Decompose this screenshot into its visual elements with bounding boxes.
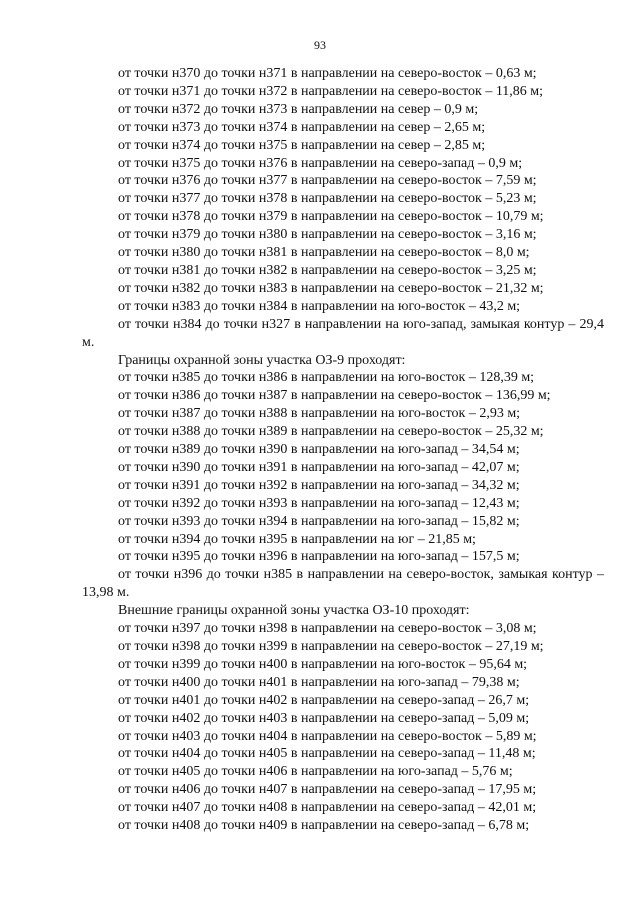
section-heading-oz9: Границы охранной зоны участка ОЗ-9 проходят: [118, 352, 406, 368]
boundary-line: от точки н385 до точки н386 в направлении на юго-восток – 128,39 м; [118, 370, 535, 386]
section-heading-oz10: Внешние границы охранной зоны участка ОЗ-10 проходят: [118, 603, 470, 619]
boundary-line: от точки н377 до точки н378 в направлении на северо-восток – 5,23 м; [118, 191, 537, 207]
boundary-line: от точки н389 до точки н390 в направлении на юго-запад – 34,54 м; [118, 442, 520, 458]
boundary-line: от точки н392 до точки н393 в направлении на юго-запад – 12,43 м; [118, 495, 520, 511]
boundary-line: от точки н395 до точки н396 в направлении на юго-запад – 157,5 м; [118, 549, 520, 565]
boundary-line: от точки н408 до точки н409 в направлении на северо-запад – 6,78 м; [118, 818, 530, 834]
boundary-line: от точки н399 до точки н400 в направлении на юго-восток – 95,64 м; [118, 656, 528, 672]
boundary-line: от точки н375 до точки н376 в направлении на северо-запад – 0,9 м; [118, 155, 523, 171]
boundary-list-oz10 [82, 620, 604, 835]
boundary-line: от точки н390 до точки н391 в направлении на юго-запад – 42,07 м; [118, 459, 520, 475]
boundary-list-a [82, 65, 604, 316]
boundary-line: от точки н371 до точки н372 в направлении на северо-восток – 11,86 м; [118, 83, 544, 99]
boundary-line: от точки н394 до точки н395 в направлении на юг – 21,85 м; [118, 531, 476, 547]
closing-line-a: от точки н384 до точки н327 в направлении на юго-запад, замыкая контур – 29,4 м. [82, 316, 604, 350]
boundary-line: от точки н401 до точки н402 в направлении на северо-запад – 26,7 м; [118, 692, 530, 708]
boundary-line: от точки н383 до точки н384 в направлении на юго-восток – 43,2 м; [118, 298, 521, 314]
boundary-line: от точки н376 до точки н377 в направлении на северо-восток – 7,59 м; [118, 173, 537, 189]
boundary-line: от точки н400 до точки н401 в направлении на юго-запад – 79,38 м; [118, 674, 520, 690]
boundary-line: от точки н381 до точки н382 в направлении на северо-восток – 3,25 м; [118, 262, 537, 278]
boundary-line: от точки н386 до точки н387 в направлении на северо-восток – 136,99 м; [118, 388, 551, 404]
boundary-line: от точки н405 до точки н406 в направлении на юго-запад – 5,76 м; [118, 764, 513, 780]
boundary-line: от точки н382 до точки н383 в направлении на северо-восток – 21,32 м; [118, 280, 544, 296]
page-number: 93 [314, 38, 326, 52]
boundary-line: от точки н397 до точки н398 в направлении на северо-восток – 3,08 м; [118, 621, 537, 637]
boundary-list-oz9 [82, 369, 604, 566]
boundary-line: от точки н373 до точки н374 в направлении на север – 2,65 м; [118, 119, 486, 135]
closing-line-oz9: от точки н396 до точки н385 в направлении на северо-восток, замыкая контур – 13,98 м. [82, 567, 604, 601]
boundary-line: от точки н404 до точки н405 в направлении на северо-запад – 11,48 м; [118, 746, 536, 762]
boundary-line: от точки н374 до точки н375 в направлении на север – 2,85 м; [118, 137, 486, 153]
boundary-line: от точки н388 до точки н389 в направлении на северо-восток – 25,32 м; [118, 424, 544, 440]
boundary-line: от точки н402 до точки н403 в направлении на северо-запад – 5,09 м; [118, 710, 530, 726]
boundary-line: от точки н407 до точки н408 в направлении на северо-запад – 42,01 м; [118, 800, 537, 816]
boundary-line: от точки н403 до точки н404 в направлении на северо-восток – 5,89 м; [118, 728, 537, 744]
boundary-line: от точки н387 до точки н388 в направлении на юго-восток – 2,93 м; [118, 406, 521, 422]
boundary-line: от точки н398 до точки н399 в направлении на северо-восток – 27,19 м; [118, 639, 544, 654]
boundary-line: от точки н391 до точки н392 в направлении на юго-запад – 34,32 м; [118, 477, 520, 493]
boundary-line: от точки н370 до точки н371 в направлении на северо-восток – 0,63 м; [118, 66, 537, 81]
boundary-line: от точки н372 до точки н373 в направлении на север – 0,9 м; [118, 101, 479, 117]
boundary-line: от точки н380 до точки н381 в направлении на северо-восток – 8,0 м; [118, 245, 530, 261]
boundary-line: от точки н393 до точки н394 в направлении на юго-запад – 15,82 м; [118, 513, 520, 529]
document-body [82, 65, 604, 835]
boundary-line: от точки н406 до точки н407 в направлении на северо-запад – 17,95 м; [118, 782, 537, 798]
boundary-line: от точки н379 до точки н380 в направлении на северо-восток – 3,16 м; [118, 227, 537, 243]
boundary-line: от точки н378 до точки н379 в направлении на северо-восток – 10,79 м; [118, 209, 544, 225]
